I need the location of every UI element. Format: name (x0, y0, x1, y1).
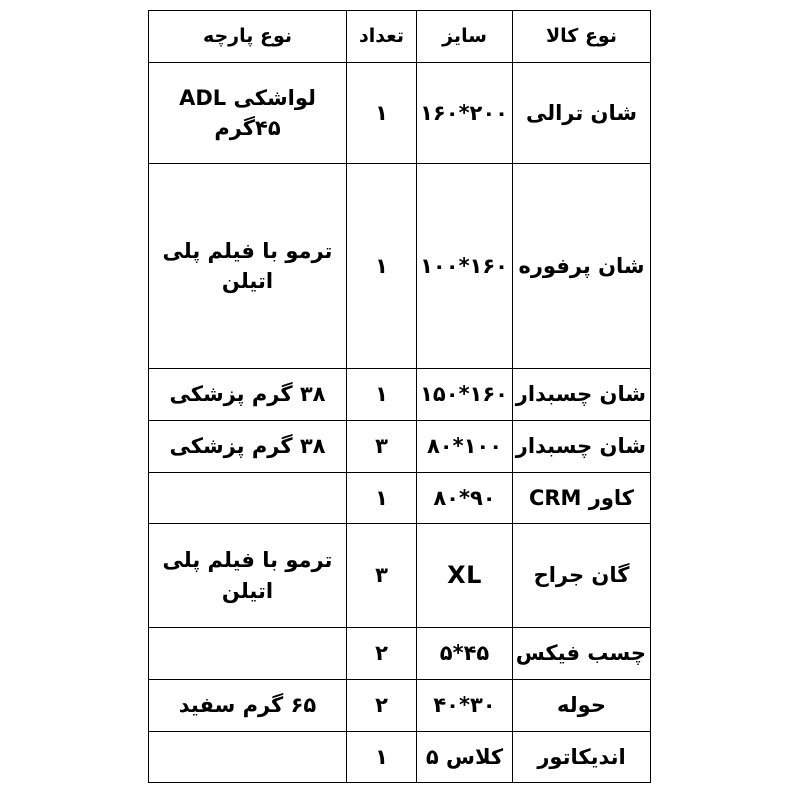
cell-size: ۳۰*۴۰ (417, 680, 513, 732)
cell-product-type: کاور CRM (513, 473, 651, 524)
cell-product-type: شان ترالی (513, 63, 651, 164)
cell-fabric-type: ۳۸ گرم پزشکی (149, 421, 347, 473)
cell-product-type: شان پرفوره (513, 164, 651, 369)
cell-size: ۱۰۰*۸۰ (417, 421, 513, 473)
table-row (149, 421, 651, 473)
table-row (149, 164, 651, 369)
header-row (149, 11, 651, 63)
header-quantity: تعداد (347, 11, 417, 63)
header-size: سایز (417, 11, 513, 63)
table-row (149, 369, 651, 421)
cell-quantity: ۲ (347, 680, 417, 732)
cell-product-type: اندیکاتور (513, 732, 651, 783)
header-product-type: نوع کالا (513, 11, 651, 63)
cell-fabric-type: ۶۵ گرم سفید (149, 680, 347, 732)
table-row (149, 732, 651, 783)
cell-size: ۴۵*۵ (417, 628, 513, 680)
table-row (149, 524, 651, 628)
cell-quantity: ۲ (347, 628, 417, 680)
cell-product-type: شان چسبدار (513, 421, 651, 473)
table-row (149, 680, 651, 732)
cell-quantity: ۱ (347, 473, 417, 524)
cell-quantity: ۳ (347, 421, 417, 473)
cell-fabric-type (149, 473, 347, 524)
table-row (149, 628, 651, 680)
cell-quantity: ۱ (347, 369, 417, 421)
cell-product-type: گان جراح (513, 524, 651, 628)
cell-size: ۱۶۰*۱۵۰ (417, 369, 513, 421)
cell-size: ۱۶۰*۱۰۰ (417, 164, 513, 369)
cell-fabric-type (149, 628, 347, 680)
cell-product-type: حوله (513, 680, 651, 732)
cell-product-type: چسب فیکس (513, 628, 651, 680)
cell-quantity: ۳ (347, 524, 417, 628)
table-row (149, 473, 651, 524)
cell-size: ۲۰۰*۱۶۰ (417, 63, 513, 164)
cell-fabric-type: ترمو با فیلم پلی اتیلن (149, 524, 347, 628)
table-row (149, 63, 651, 164)
cell-product-type: شان چسبدار (513, 369, 651, 421)
cell-fabric-type (149, 732, 347, 783)
cell-size: ۹۰*۸۰ (417, 473, 513, 524)
cell-fabric-type: ۳۸ گرم پزشکی (149, 369, 347, 421)
cell-quantity: ۱ (347, 63, 417, 164)
cell-fabric-type: ترمو با فیلم پلی اتیلن (149, 164, 347, 369)
header-fabric-type: نوع پارچه (149, 11, 347, 63)
cell-quantity: ۱ (347, 164, 417, 369)
cell-size: کلاس ۵ (417, 732, 513, 783)
cell-size: XL (417, 524, 513, 628)
cell-quantity: ۱ (347, 732, 417, 783)
cell-fabric-type: لواشکی ADL ۴۵گرم (149, 63, 347, 164)
products-table (148, 10, 651, 783)
